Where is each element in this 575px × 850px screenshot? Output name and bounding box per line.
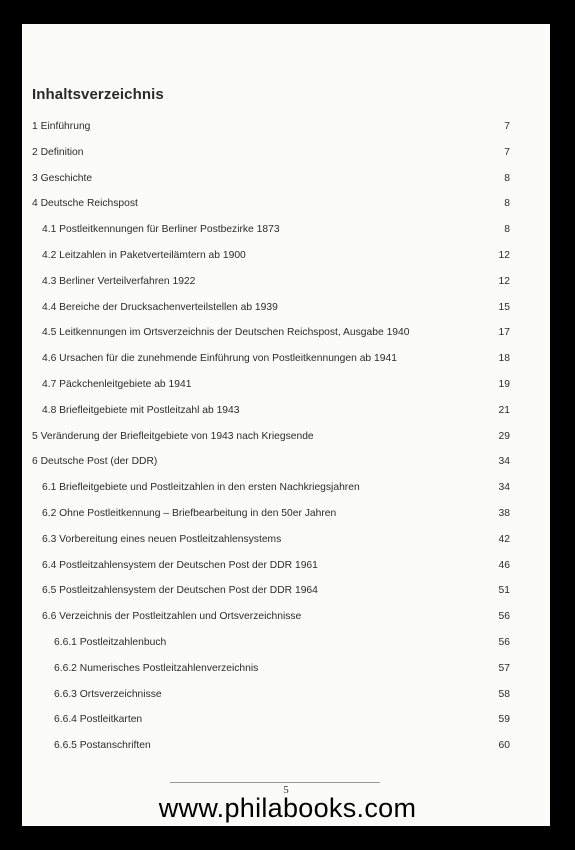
toc-entry-page: 12 [498,275,510,287]
toc-entry-title: 6.1 Briefleitgebiete und Postleitzahlen in den ersten Nachkriegsjahren [42,482,360,494]
toc-entry-page: 21 [498,404,510,416]
toc-entry [22,733,550,759]
toc-entry-page: 8 [504,198,510,210]
toc-entry-page: 56 [498,636,510,648]
toc-entry-page: 15 [498,301,510,313]
toc-entry [22,243,550,269]
toc-entry-title: 6.3 Vorbereitung eines neuen Postleitzahlensystems [42,533,282,545]
toc-entry-title: 6.6.1 Postleitzahlenbuch [54,636,167,648]
toc-entry [22,166,550,192]
toc-entry [22,320,550,346]
toc-entry-page: 59 [498,714,510,726]
toc-entry-page: 34 [498,482,510,494]
toc-entry [22,269,550,295]
toc-entry [22,604,550,630]
page-number: 5 [283,784,289,796]
toc-entry-page: 51 [498,585,510,597]
toc-entry-title: 4 Deutsche Reichspost [32,198,138,210]
toc-entry [22,527,550,553]
toc-title: Inhaltsverzeichnis [32,86,164,103]
toc-entry-title: 4.4 Bereiche der Drucksachenverteilstellen ab 1939 [42,301,278,313]
toc-entry-title: 4.5 Leitkennungen im Ortsverzeichnis der Deutschen Reichspost, Ausgabe 1940 [42,327,410,339]
toc-entry [22,217,550,243]
toc-entry [22,501,550,527]
toc-entry-page: 8 [504,172,510,184]
toc-entry-page: 57 [498,662,510,674]
toc-entry [22,372,550,398]
toc-entry [22,424,550,450]
toc-entry [22,449,550,475]
toc-entry-page: 60 [498,740,510,752]
toc-entry-title: 6.6.3 Ortsverzeichnisse [54,688,162,700]
toc-entry-title: 3 Geschichte [32,172,93,184]
toc-entry [22,630,550,656]
toc-entry [22,295,550,321]
book-page [22,24,550,826]
toc-entry [22,656,550,682]
toc-entry-page: 46 [498,559,510,571]
toc-entry-page: 38 [498,507,510,519]
toc-entry [22,578,550,604]
toc-entry-page: 42 [498,533,510,545]
toc-entry [22,553,550,579]
toc-entry-page: 19 [498,378,510,390]
toc-entry-page: 7 [504,121,510,132]
toc-entry-title: 5 Veränderung der Briefleitgebiete von 1943 nach Kriegsende [32,430,314,442]
toc-entry-title: 2 Definition [32,146,84,158]
toc-entry-page: 7 [504,146,510,158]
toc-entry-title: 6.5 Postleitzahlensystem der Deutschen Post der DDR 1964 [42,585,318,597]
toc-entry [22,114,550,140]
toc-entry-title: 6.6.5 Postanschriften [54,740,151,752]
toc-entry [22,707,550,733]
footer-rule [170,782,380,783]
toc-entry-title: 4.7 Päckchenleitgebiete ab 1941 [42,378,192,390]
toc-entry-title: 6.6.2 Numerisches Postleitzahlenverzeichnis [54,662,259,674]
toc-entry [22,398,550,424]
toc-entry-page: 29 [498,430,510,442]
toc-entry-title: 6.6 Verzeichnis der Postleitzahlen und Ortsverzeichnisse [42,611,302,623]
toc-entry [22,346,550,372]
toc-entry-page: 58 [498,688,510,700]
toc-entry-title: 6.6.4 Postleitkarten [54,714,143,726]
toc-entry-title: 4.6 Ursachen für die zunehmende Einführung von Postleitkennungen ab 1941 [42,353,397,365]
toc-entry [22,682,550,708]
toc-entry-title: 4.8 Briefleitgebiete mit Postleitzahl ab 1943 [42,404,240,416]
toc-entry-page: 34 [498,456,510,468]
toc-entry-title: 4.1 Postleitkennungen für Berliner Postbezirke 1873 [42,224,280,236]
watermark-url: www.philabooks.com [158,793,417,823]
toc-entry-title: 4.3 Berliner Verteilverfahren 1922 [42,275,196,287]
toc-entry-title: 6.2 Ohne Postleitkennung – Briefbearbeitung in den 50er Jahren [42,507,337,519]
table-of-contents [22,114,550,759]
toc-entry-page: 17 [498,327,510,339]
toc-entry-title: 4.2 Leitzahlen in Paketverteilämtern ab 1900 [42,249,246,261]
toc-entry-title: 6 Deutsche Post (der DDR) [32,456,158,468]
toc-entry-page: 12 [498,249,510,261]
toc-entry [22,191,550,217]
toc-entry [22,475,550,501]
toc-entry-title: 6.4 Postleitzahlensystem der Deutschen Post der DDR 1961 [42,559,318,571]
toc-entry [22,140,550,166]
toc-entry-page: 56 [498,611,510,623]
toc-entry-page: 8 [504,224,510,236]
toc-entry-page: 18 [498,353,510,365]
toc-entry-title: 1 Einführung [32,121,91,132]
